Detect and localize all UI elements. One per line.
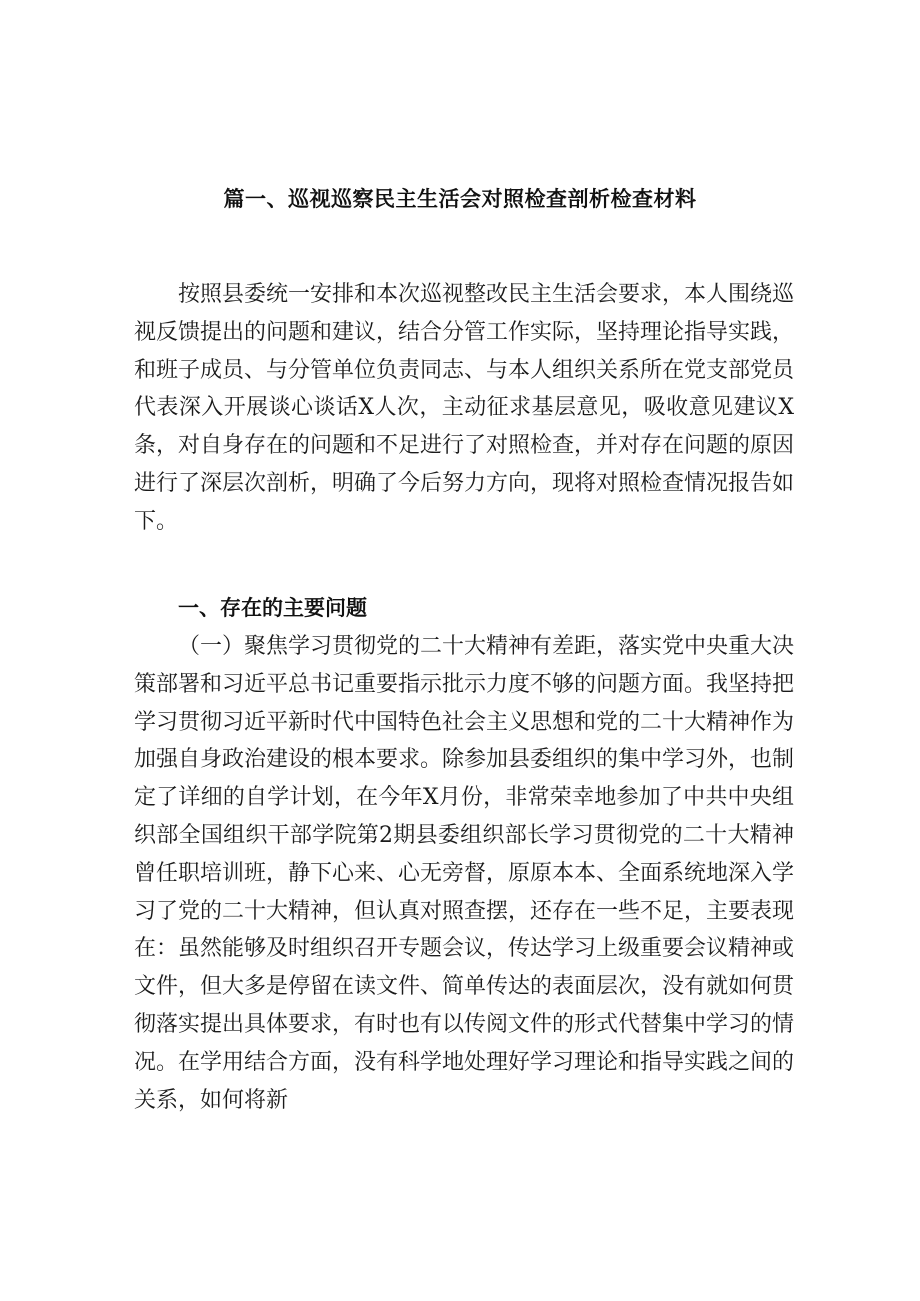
section-heading-main-problems: 一、存在的主要问题 — [178, 596, 367, 620]
document-title: 篇一、巡视巡察民主生活会对照检查剖析检查材料 — [223, 187, 697, 211]
intro-paragraph: 按照县委统一安排和本次巡视整改民主生活会要求，本人围绕巡视反馈提出的问题和建议，结合分管工作实际，坚持理论指导实践，和班子成员、与分管单位负责同志、与本人组织关系所在党支部党员代表深入开展谈心谈话X人次，主动征求基层意见，吸收意见建议X条，对自身存在的问题和不足进行了对照检查，并对存在问题的原因进行了深层次剖析，明确了今后努力方向，现将对照检查情况报告如下。 — [134, 282, 795, 534]
section-paragraph-1: （一）聚焦学习贯彻党的二十大精神有差距，落实党中央重大决策部署和习近平总书记重要指示批示力度不够的问题方面。我坚持把学习贯彻习近平新时代中国特色社会主义思想和党的二十大精神作为加强自身政治建设的根本要求。除参加县委组织的集中学习外，也制定了详细的自学计划，在今年X月份，非常荣幸地参加了中共中央组织部全国组织干部学院第2期县委组织部长学习贯彻党的二十大精神曾任职培训班，静下心来、心无旁督，原原本本、全面系统地深入学习了党的二十大精神，但认真对照查摆，还存在一些不足，主要表现在：虽然能够及时组织召开专题会议，传达学习上级重要会议精神或文件，但大多是停留在读文件、简单传达的表面层次，没有就如何贯彻落实提出具体要求，有时也有以传阅文件的形式代替集中学习的情况。在学用结合方面，没有科学地处理好学习理论和指导实践之间的关系，如何将新 — [134, 634, 795, 1113]
